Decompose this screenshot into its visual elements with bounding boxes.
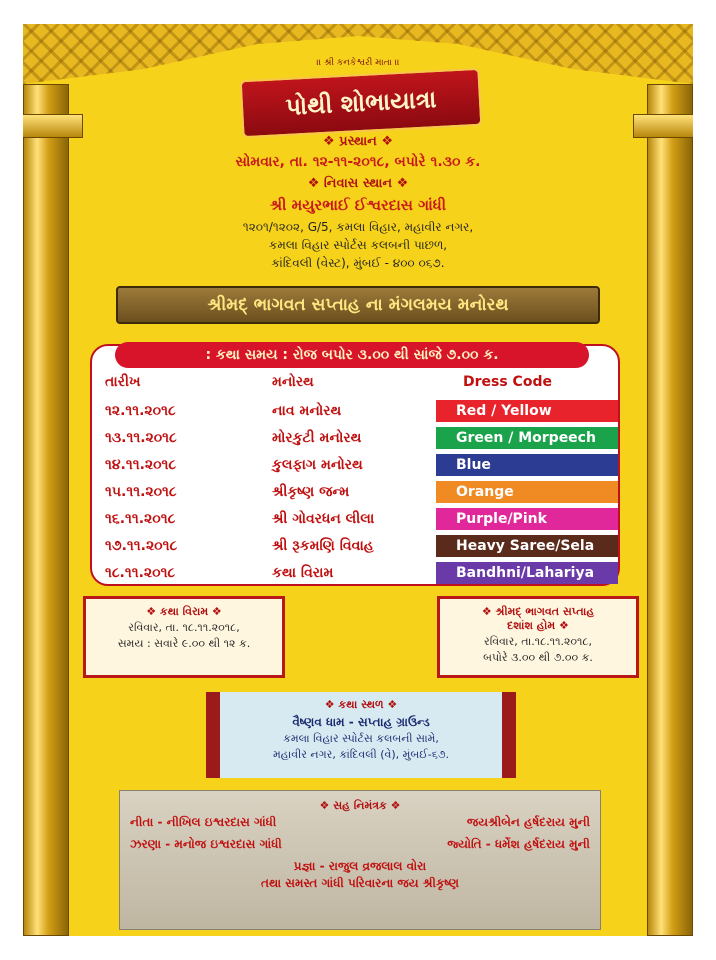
table-row — [100, 481, 615, 505]
row-dress-code: Orange — [436, 481, 618, 503]
homam-title-2: દશાંશ હોમ ❖ — [507, 619, 569, 632]
row-date: ૧૨.૧૧.૨૦૧૮ — [105, 403, 176, 419]
katha-sthal-address: કમલા વિહાર સ્પોર્ટસ કલબની સામે, — [283, 732, 439, 745]
co-host-name: ઝરણા - મનોજ ઇશ્વરદાસ ગાંધી — [130, 837, 282, 851]
deity-line: ।। શ્રી કનકેશ્વરી માતા ।। — [316, 58, 400, 68]
row-dress-code: Blue — [436, 454, 618, 476]
co-hosts-row — [120, 815, 600, 835]
column-header-manorath: મનોરથ — [272, 374, 314, 390]
katha-sthal-box — [206, 692, 516, 778]
table-header — [100, 374, 615, 396]
row-date: ૧૪.૧૧.૨૦૧૮ — [105, 457, 177, 473]
row-manorath: શ્રી ગોવરધન લીલા — [272, 511, 375, 527]
row-date: ૧૩.૧૧.૨૦૧૮ — [105, 430, 177, 446]
table-row — [100, 535, 615, 559]
address-line: ૧૨૦૧/૧૨૦૨, G/5, કમલા વિહાર, મહાવીર નગર, — [242, 220, 474, 234]
co-host-name: નીતા - નીખિલ ઇશ્વરદાસ ગાંધી — [130, 815, 277, 829]
katha-samay-pill — [115, 342, 589, 368]
row-date: ૧૬.૧૧.૨૦૧૮ — [105, 511, 176, 527]
co-host-name: પ્રજ્ઞા - રાજુલ વ્રજલાલ વોરા — [293, 859, 427, 873]
prasthan-date: સોમવાર, તા. ૧૨-૧૧-૨૦૧૮, બપોરે ૧.૩૦ ક. — [235, 154, 481, 170]
katha-viram-title: ❖ કથા વિરામ ❖ — [146, 605, 222, 618]
row-manorath: કુલફાગ મનોરથ — [272, 457, 363, 473]
nivas-label: ❖ નિવાસ સ્થાન ❖ — [307, 176, 409, 191]
family-greeting: તથા સમસ્ત ગાંધી પરિવારના જય શ્રીકૃષ્ણ — [260, 876, 460, 890]
address-line: કાંદિવલી (વેસ્ટ), મુંબઈ - ૪૦૦ ૦૬૭. — [271, 256, 445, 270]
table-row — [100, 400, 615, 424]
katha-viram-date: રવિવાર, તા. ૧૮.૧૧.૨૦૧૮, — [128, 621, 240, 634]
co-hosts-box — [119, 790, 601, 930]
manorath-banner-text: શ્રીમદ્ ભાગવત સપ્તાહ ના મંગલમય મનોરથ — [207, 295, 509, 315]
row-manorath: મોરકુટી મનોરથ — [272, 430, 362, 446]
table-row — [100, 454, 615, 478]
row-dress-code: Bandhni/Lahariya — [436, 562, 618, 584]
co-host-name: જ્યોતિ - ધર્મેશ હર્ષદરાય મુની — [447, 837, 590, 851]
dashansh-homam-box — [437, 596, 639, 678]
row-date: ૧૫.૧૧.૨૦૧૮ — [105, 484, 177, 500]
katha-sthal-address: મહાવીર નગર, કાંદિવલી (વે), મુંબઈ-૬૭. — [272, 748, 450, 761]
title-banner — [240, 68, 483, 138]
katha-samay-text: : કથા સમય : રોજ બપોર ૩.૦૦ થી સાંજે ૭.૦૦ ક. — [205, 347, 499, 363]
row-manorath: શ્રી રૂકમણિ વિવાહ — [272, 538, 374, 554]
column-header-dress-code: Dress Code — [463, 374, 552, 390]
katha-viram-box — [83, 596, 285, 678]
katha-viram-time: સમય : સવારે ૯.૦૦ થી ૧૨ ક. — [117, 637, 251, 650]
row-date: ૧૮.૧૧.૨૦૧૮ — [105, 565, 176, 581]
katha-sthal-title: ❖ કથા સ્થળ ❖ — [324, 698, 398, 711]
table-row — [100, 508, 615, 532]
prasthan-label: ❖ પ્રસ્થાન ❖ — [322, 134, 394, 149]
co-hosts-title: ❖ સહ નિમંત્રક ❖ — [319, 799, 401, 812]
column-header-date: તારીખ — [105, 374, 141, 390]
row-manorath: શ્રીકૃષ્ણ જન્મ — [272, 484, 350, 500]
katha-sthal-venue: વૈષ્ણવ ધામ - સપ્તાહ ગ્રાઉન્ડ — [292, 715, 430, 729]
manorath-banner — [116, 286, 600, 324]
invitation-card — [23, 24, 693, 936]
row-manorath: નાવ મનોરથ — [272, 403, 342, 419]
table-row — [100, 562, 615, 586]
row-dress-code: Heavy Saree/Sela — [436, 535, 618, 557]
table-row — [100, 427, 615, 451]
row-dress-code: Red / Yellow — [436, 400, 618, 422]
homam-time: બપોરે ૩.૦૦ થી ૭.૦૦ ક. — [483, 651, 593, 664]
homam-date: રવિવાર, તા.૧૮.૧૧.૨૦૧૮, — [484, 635, 592, 648]
page-title: પોથી શોભાયાત્રા — [284, 85, 438, 121]
co-host-name: જયશ્રીબેન હર્ષદરાય મુની — [466, 815, 590, 829]
address-line: કમલા વિહાર સ્પોર્ટસ કલબની પાછળ, — [268, 238, 448, 252]
row-dress-code: Green / Morpeech — [436, 427, 618, 449]
row-date: ૧૭.૧૧.૨૦૧૮ — [105, 538, 178, 554]
co-hosts-row — [120, 837, 600, 857]
row-manorath: કથા વિરામ — [272, 565, 334, 581]
homam-title: ❖ શ્રીમદ્ ભાગવત સપ્તાહ — [481, 605, 595, 618]
host-name: શ્રી મયુરભાઈ ઈશ્વરદાસ ગાંધી — [269, 196, 447, 214]
row-dress-code: Purple/Pink — [436, 508, 618, 530]
